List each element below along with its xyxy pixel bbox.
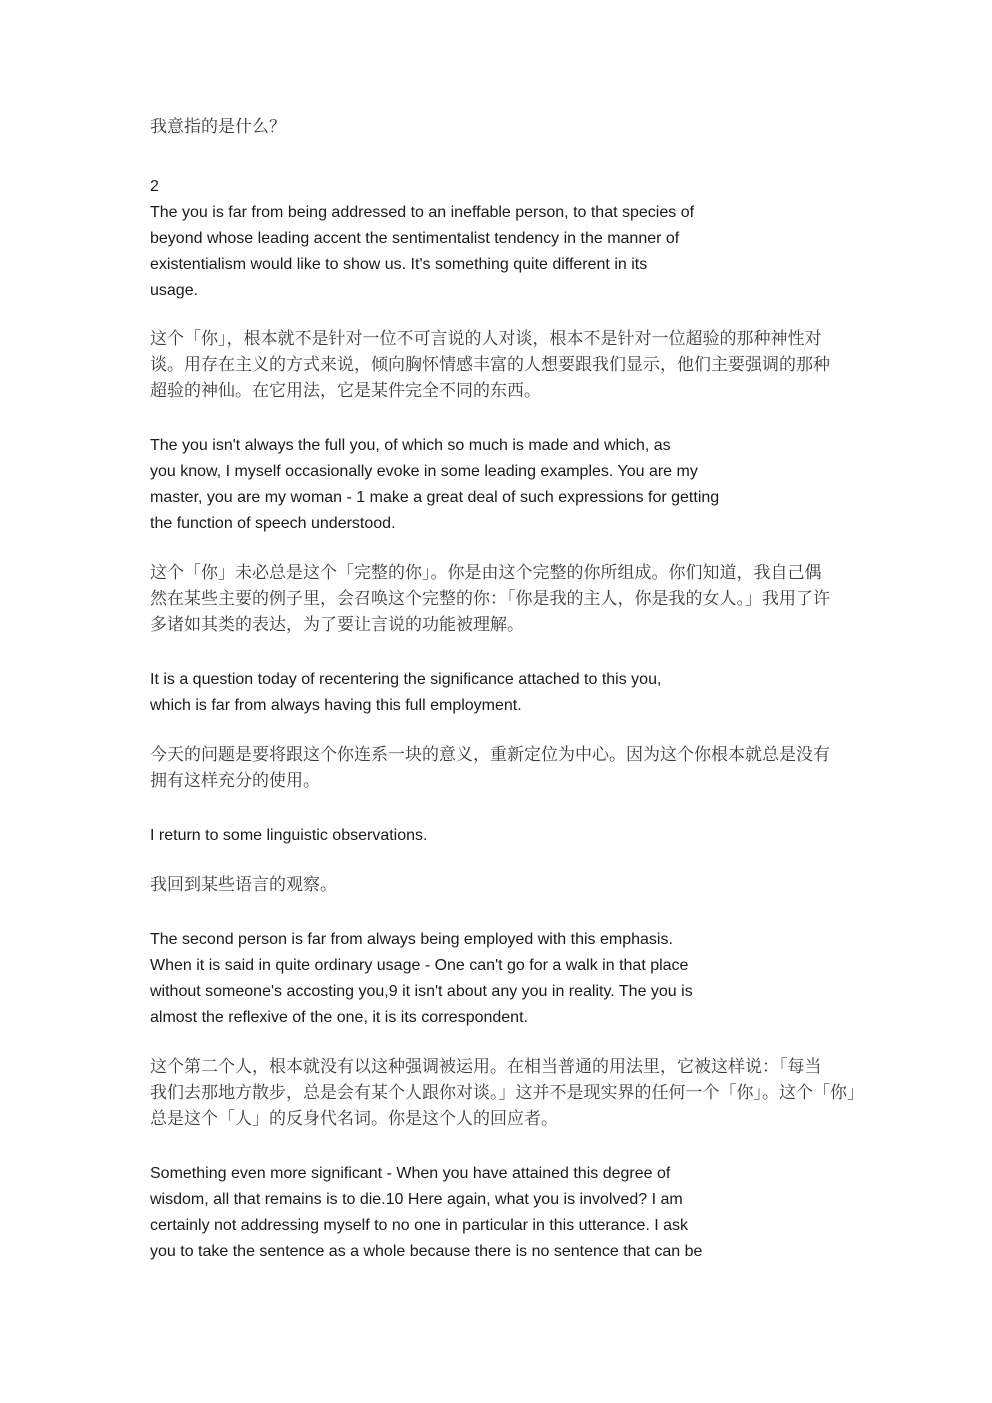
text-line: 我们去那地方散步，总是会有某个人跟你对谈。」这并不是现实界的任何一个「你」。这个「你」 [150, 1083, 864, 1103]
text-line: 总是这个「人」的反身代名词。你是这个人的回应者。 [150, 1109, 558, 1129]
text-line: 今天的问题是要将跟这个你连系一块的意义，重新定位为中心。因为这个你根本就总是没有 [150, 745, 830, 765]
text-line: you to take the sentence as a whole because there is no sentence that can be [150, 1243, 703, 1260]
text-line: existentialism would like to show us. It's something quite different in its [150, 256, 648, 273]
text-line: beyond whose leading accent the sentimentalist tendency in the manner of [150, 230, 680, 247]
text-line: wisdom, all that remains is to die.10 Here again, what you is involved? I am [150, 1191, 683, 1208]
paragraph-5-zh [150, 1054, 864, 1132]
text-line: 谈。用存在主义的方式来说，倾向胸怀情感丰富的人想要跟我们显示，他们主要强调的那种 [150, 355, 830, 375]
text-line: The you is far from being addressed to an ineffable person, to that species of [150, 204, 695, 221]
text-line: the function of speech understood. [150, 515, 396, 532]
text-line: I return to some linguistic observations. [150, 827, 428, 844]
text-line: usage. [150, 282, 199, 299]
section-number-text: 2 [150, 178, 159, 195]
text-line: When it is said in quite ordinary usage - One can't go for a walk in that place [150, 957, 689, 974]
text-line: 这个「你」未必总是这个「完整的你」。你是由这个完整的你所组成。你们知道，我自己偶 [150, 563, 822, 583]
text-line: 然在某些主要的例子里，会召唤这个完整的你：「你是我的主人，你是我的女人。」我用了许 [150, 589, 830, 609]
paragraph-6-en [150, 1161, 702, 1265]
text-line: without someone's accosting you,9 it isn't about any you in reality. The you is [150, 983, 693, 1000]
paragraph-5-en [150, 927, 693, 1031]
paragraph-3-zh [150, 742, 830, 794]
text-line: 多诸如其类的表达，为了要让言说的功能被理解。 [150, 615, 524, 635]
paragraph-3-en [150, 667, 661, 719]
text-line: The you isn't always the full you, of which so much is made and which, as [150, 437, 671, 454]
text-line: 这个「你」，根本就不是针对一位不可言说的人对谈，根本不是针对一位超验的那种神性对 [150, 329, 822, 349]
paragraph-4-zh [150, 872, 337, 898]
heading-line: 我意指的是什么？ [150, 117, 286, 137]
text-line: certainly not addressing myself to no one in particular in this utterance. I ask [150, 1217, 689, 1234]
text-line: which is far from always having this full employment. [150, 697, 522, 714]
text-line: It is a question today of recentering the significance attached to this you, [150, 671, 662, 688]
text-line: almost the reflexive of the one, it is its correspondent. [150, 1009, 528, 1026]
text-line: 超验的神仙。在它用法，它是某件完全不同的东西。 [150, 381, 541, 401]
text-line: The second person is far from always being employed with this emphasis. [150, 931, 673, 948]
paragraph-1-en [150, 200, 694, 304]
paragraph-1-zh [150, 326, 830, 404]
text-line: Something even more significant - When you have attained this degree of [150, 1165, 671, 1182]
paragraph-2-en [150, 433, 719, 537]
section-number [150, 174, 159, 200]
paragraph-4-en [150, 823, 427, 849]
page-heading [150, 114, 286, 140]
paragraph-2-zh [150, 560, 830, 638]
text-line: 我回到某些语言的观察。 [150, 875, 337, 895]
text-line: 这个第二个人，根本就没有以这种强调被运用。在相当普通的用法里，它被这样说：「每当 [150, 1057, 822, 1077]
text-line: 拥有这样充分的使用。 [150, 771, 320, 791]
text-line: you know, I myself occasionally evoke in some leading examples. You are my [150, 463, 698, 480]
text-line: master, you are my woman - 1 make a great deal of such expressions for getting [150, 489, 720, 506]
